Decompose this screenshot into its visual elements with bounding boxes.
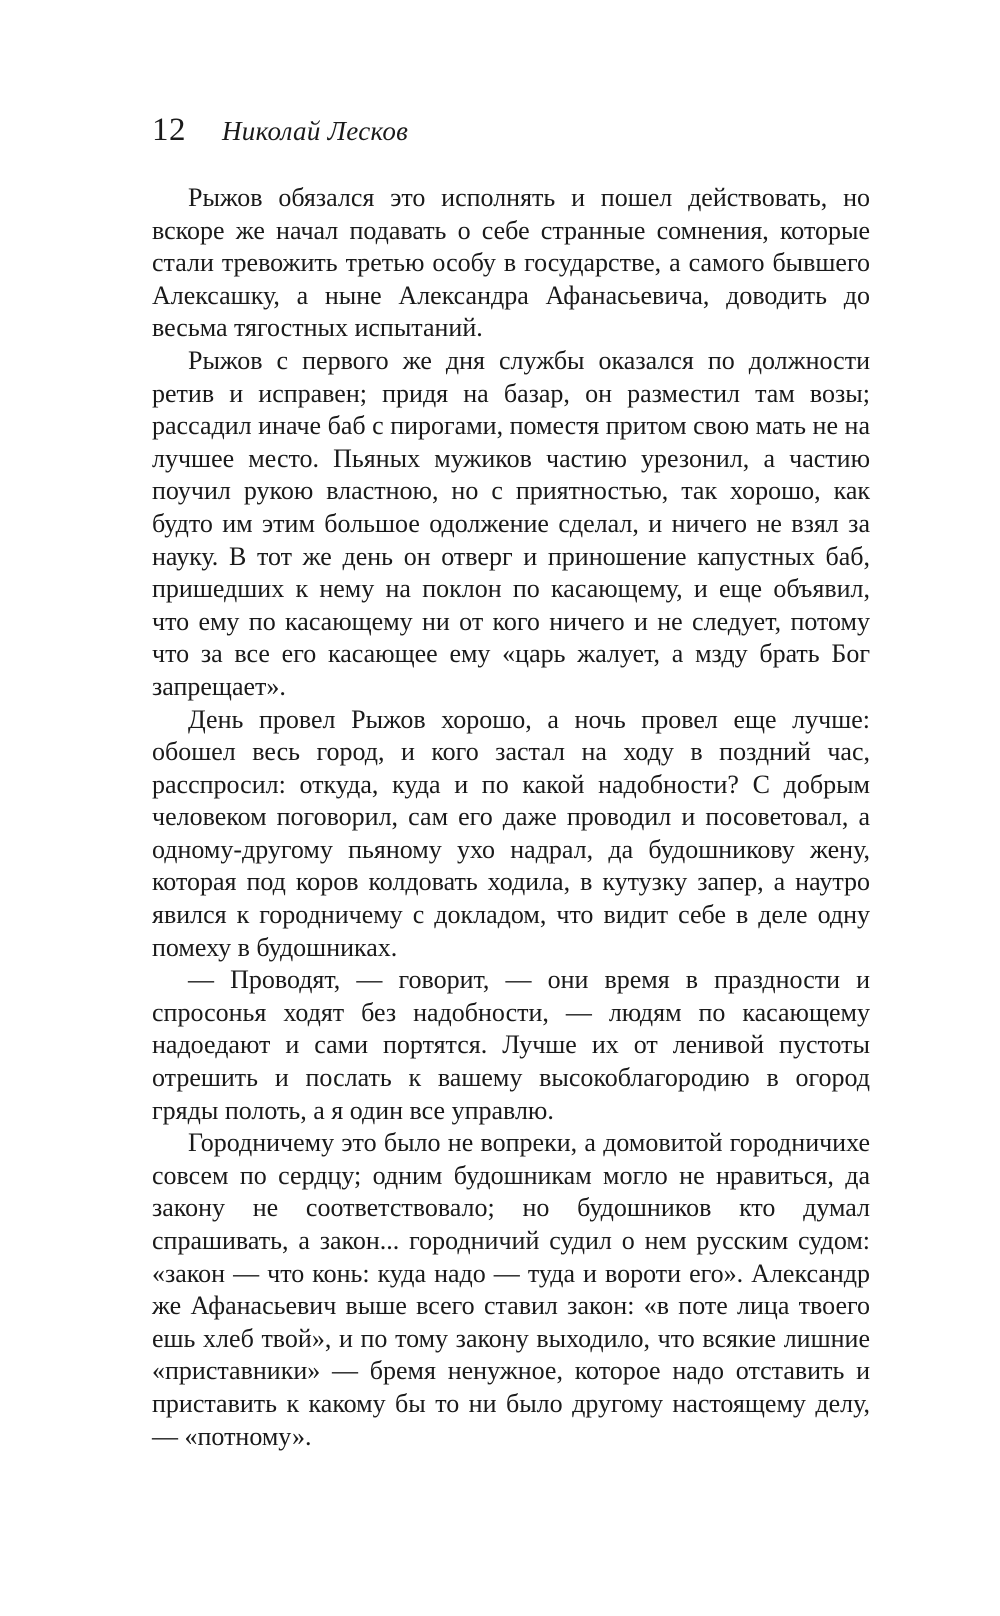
paragraph-1: Рыжов обязался это исполнять и пошел действовать, но вскоре же начал подавать о себе странные сомнения, которые стали тревожить третью особу в государстве, а самого бывшего Алексашку, а ныне Александра Афанасьевича, доводить до весьма тягостных испытаний. bbox=[152, 183, 870, 343]
body-text bbox=[152, 182, 870, 1453]
running-head bbox=[152, 112, 408, 152]
paragraph-4: — Проводят, — говорит, — они время в праздности и спросонья ходят без надобности, — людям по касающему надоедают и сами портятся. Лучше их от ленивой пустоты отрешить и послать к вашему высокоблагородию в огород гряды полоть, а я один все управлю. bbox=[152, 965, 870, 1125]
paragraph-2: Рыжов с первого же дня службы оказался по должности ретив и исправен; придя на базар, он разместил там возы; рассадил иначе баб с пирогами, поместя притом свою мать не на лучшее место. Пьяных мужиков частию урезонил, а частию поучил рукою властною, но с приятностью, так хорошо, как будто им этим большое одолжение сделал, и ничего не взял за науку. В тот же день он отверг и приношение капустных баб, пришедших к нему на поклон по касающему, и еще объявил, что ему по касающему ни от кого ничего и не следует, потому что за все его касающее ему «царь жалует, а мзду брать Бог запрещает». bbox=[152, 345, 870, 701]
paragraph-3: День провел Рыжов хорошо, а ночь провел еще лучше: обошел весь город, и кого застал на ходу в поздний час, расспросил: откуда, куда и по какой надобности? С добрым человеком поговорил, сам его даже проводил и посоветовал, а одному-другому пьяному ухо надрал, да будошникову жену, которая под коров колдовать ходила, в кутузку запер, а наутро явился к городничему с докладом, что видит себе в деле одну помеху в будошниках. bbox=[152, 704, 870, 962]
page-number: 12 bbox=[152, 112, 186, 148]
paragraph-5: Городничему это было не вопреки, а домовитой городничихе совсем по сердцу; одним будошникам могло не нравиться, да закону не соответствовало; но будошников кто думал спрашивать, а закон... городничий судил о нем русским судом: «закон — что конь: куда надо — туда и вороти его». Александр же Афанасьевич выше всего ставил закон: «в поте лица твоего ешь хлеб твой», и по тому закону выходило, что всякие лишние «приставники» — бремя ненужное, которое надо отставить и приставить к какому бы то ни было другому настоящему делу, — «потному». bbox=[152, 1128, 870, 1451]
author-name: Николай Лесков bbox=[222, 116, 409, 146]
